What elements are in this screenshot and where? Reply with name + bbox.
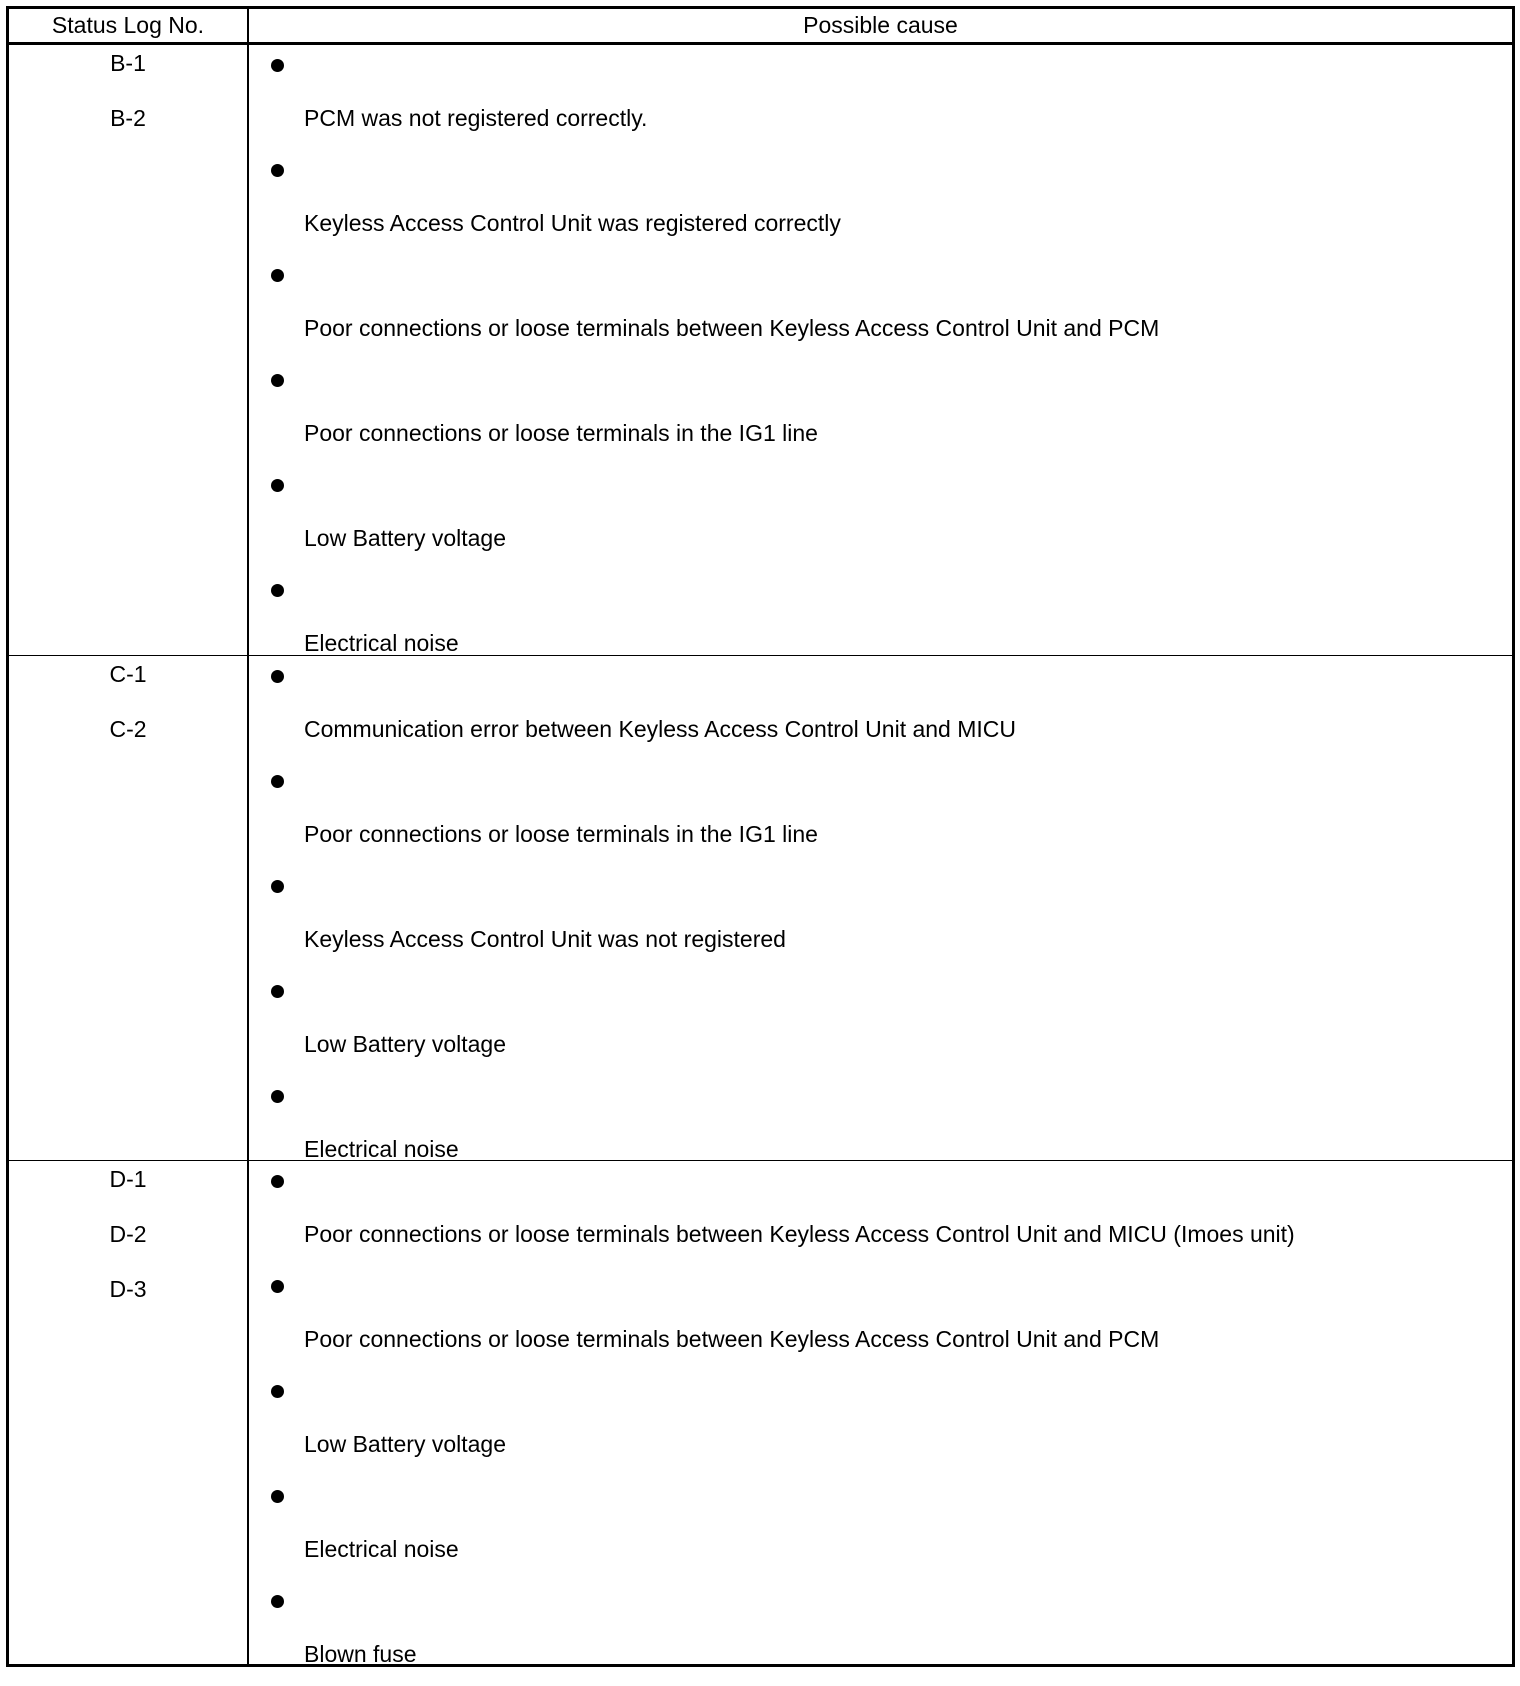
cause-text: Poor connections or loose terminals in the IG1 line (304, 821, 818, 847)
bullet-icon (271, 1490, 284, 1503)
cause-item (249, 1371, 1512, 1476)
cause-text: Electrical noise (304, 630, 459, 656)
cause-item (249, 465, 1512, 570)
bullet-icon (271, 880, 284, 893)
cause-item (249, 866, 1512, 971)
table-row (9, 45, 1512, 655)
bullet-icon (271, 59, 284, 72)
status-log-number: B-2 (110, 105, 146, 131)
bullet-icon (271, 1175, 284, 1188)
cause-item (249, 1581, 1512, 1686)
bullet-icon (271, 1385, 284, 1398)
table-row (9, 1161, 1512, 1667)
status-log-number: D-2 (109, 1221, 147, 1247)
bullet-icon (271, 670, 284, 683)
bullet-icon (271, 1090, 284, 1103)
cause-item (249, 1161, 1512, 1266)
header-status-log-no: Status Log No. (51, 12, 205, 38)
cause-text: Electrical noise (304, 1536, 459, 1562)
header-possible-cause: Possible cause (803, 12, 958, 38)
status-log-number: B-1 (110, 50, 146, 76)
bullet-icon (271, 1280, 284, 1293)
cause-text: Poor connections or loose terminals between Keyless Access Control Unit and PCM (304, 315, 1160, 341)
bullet-icon (271, 479, 284, 492)
cause-text: PCM was not registered correctly. (304, 105, 648, 131)
bullet-icon (271, 374, 284, 387)
status-log-number: D-1 (109, 1166, 147, 1192)
cause-text: Low Battery voltage (304, 1031, 507, 1057)
cause-item (249, 360, 1512, 465)
bullet-icon (271, 985, 284, 998)
cause-item (249, 656, 1512, 761)
bullet-icon (271, 269, 284, 282)
bullet-icon (271, 1595, 284, 1608)
bullet-icon (271, 164, 284, 177)
cause-text: Keyless Access Control Unit was not registered (304, 926, 786, 952)
status-log-table (6, 6, 1515, 1667)
cause-text: Low Battery voltage (304, 525, 507, 551)
cause-item (249, 255, 1512, 360)
table-row (9, 656, 1512, 1160)
cause-item (249, 1266, 1512, 1371)
cause-text: Blown fuse (304, 1641, 417, 1667)
cause-text: Communication error between Keyless Access Control Unit and MICU (304, 716, 1017, 742)
cause-item (249, 1476, 1512, 1581)
cause-item (249, 971, 1512, 1076)
cause-item (249, 45, 1512, 150)
bullet-icon (271, 775, 284, 788)
cause-text: Low Battery voltage (304, 1431, 507, 1457)
cause-text: Poor connections or loose terminals in the IG1 line (304, 420, 818, 446)
cause-item (249, 150, 1512, 255)
cause-text: Keyless Access Control Unit was registered correctly (304, 210, 841, 236)
status-log-number: C-2 (109, 716, 147, 742)
cause-item (249, 761, 1512, 866)
status-log-number: D-3 (109, 1276, 147, 1302)
cause-text: Electrical noise (304, 1136, 459, 1162)
status-log-number: C-1 (109, 661, 147, 687)
cause-text: Poor connections or loose terminals between Keyless Access Control Unit and PCM (304, 1326, 1160, 1352)
cause-text: Poor connections or loose terminals between Keyless Access Control Unit and MICU (Imoes unit) (304, 1221, 1295, 1247)
bullet-icon (271, 584, 284, 597)
